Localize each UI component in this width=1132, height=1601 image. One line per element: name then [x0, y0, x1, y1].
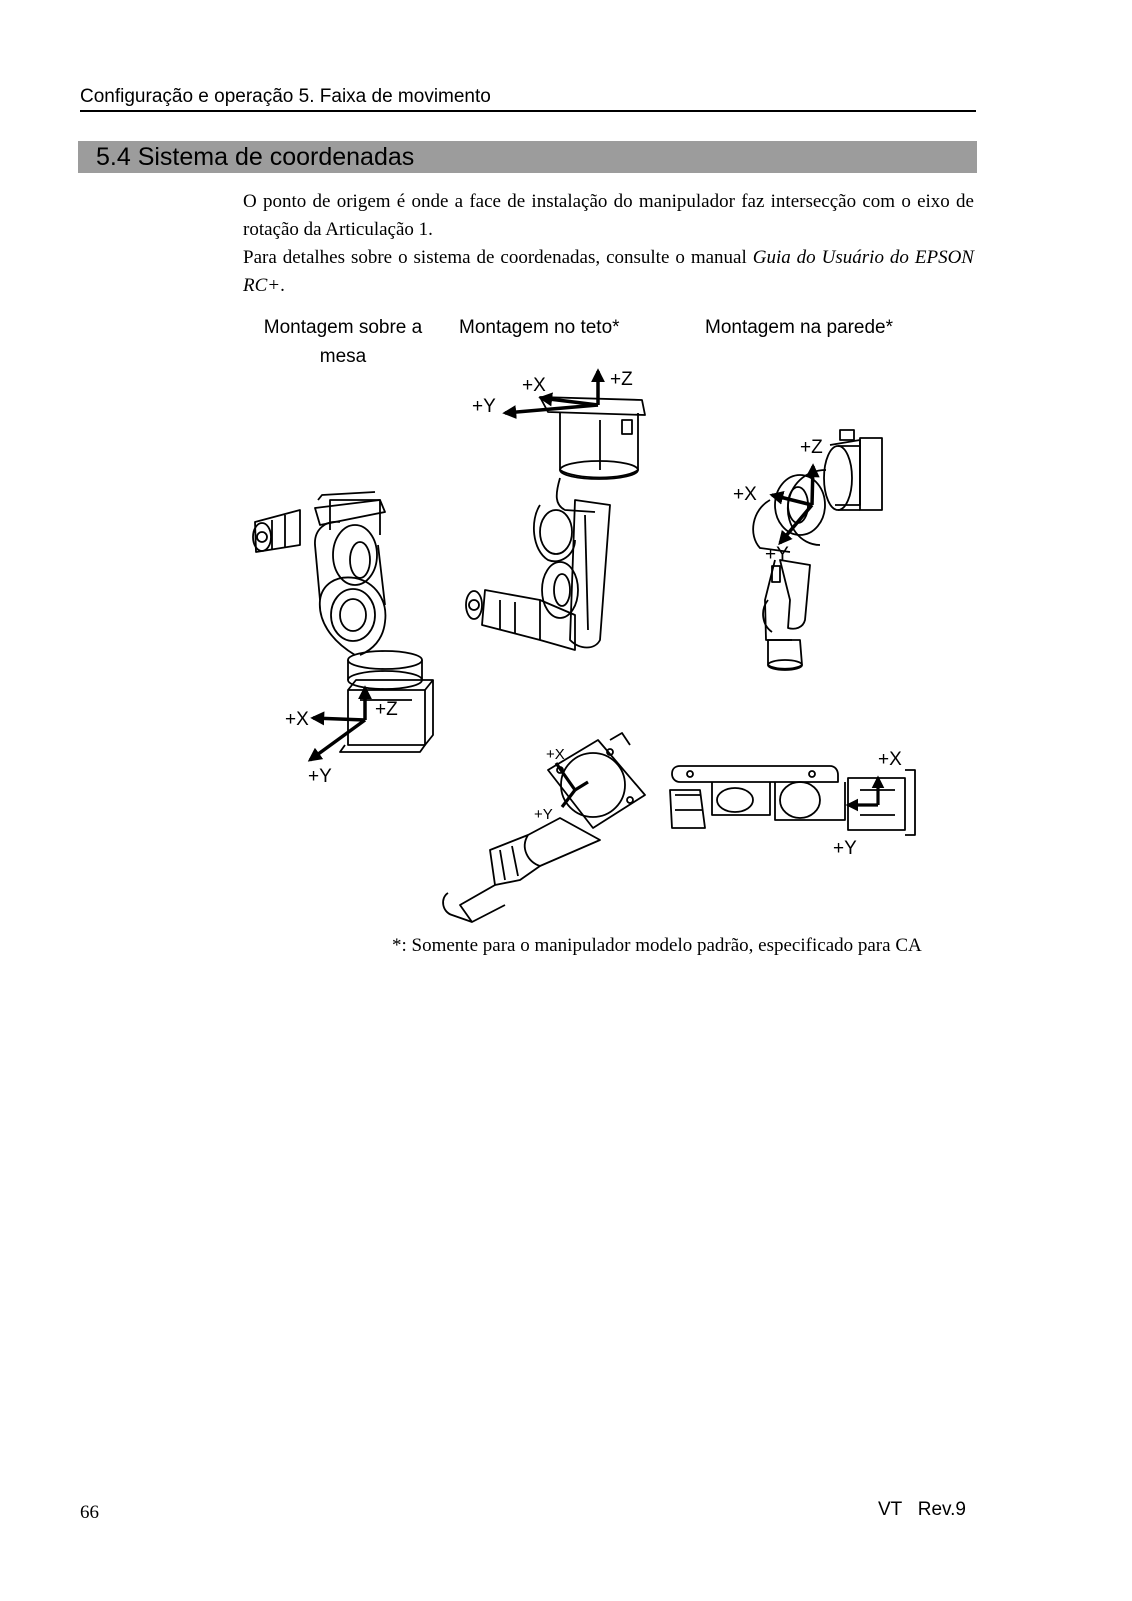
manual-title: Guia do Usuário do EPSON RC+ [243, 247, 974, 296]
wall-z-label: +Z [800, 437, 823, 458]
wall-top-view-axes [848, 778, 878, 805]
ceiling-mount-axes [505, 371, 598, 413]
ceiling-top-view-drawing [443, 733, 645, 922]
section-title: 5.4 Sistema de coordenadas [96, 143, 415, 171]
document-revision: VT Rev.9 [878, 1499, 966, 1520]
paragraph-origin: O ponto de origem é onde a face de instalação do manipulador faz intersecção com o eixo de rotação da Articulação 1. [243, 191, 974, 240]
table-mount-axes [310, 688, 365, 760]
table-y-arrow [310, 720, 365, 760]
table-x-label: +X [285, 709, 309, 730]
table-mount-robot-drawing [253, 492, 433, 752]
ceiling-x-label: +X [522, 375, 546, 396]
wall-top-y-label: +Y [833, 838, 857, 859]
ceiling-top-x-label: +X [546, 746, 565, 763]
wall-x-label: +X [733, 484, 757, 505]
ceiling-z-label: +Z [610, 369, 633, 390]
table-y-label: +Y [308, 766, 332, 787]
footnote: *: Somente para o manipulador modelo padrão, especificado para CA [392, 935, 922, 956]
ceiling-top-y-label: +Y [534, 806, 553, 823]
wall-y-label: +Y [765, 544, 789, 565]
caption-ceiling-mount: Montagem no teto* [459, 317, 620, 338]
wall-top-x-label: +X [878, 749, 902, 770]
ceiling-mount-robot-drawing [466, 397, 645, 650]
page-number: 66 [80, 1502, 99, 1523]
wall-z-arrow [812, 466, 813, 505]
paragraph-reference-prefix: Para detalhes sobre o sistema de coordenadas, consulte o manual [243, 247, 753, 268]
ceiling-top-link [575, 782, 588, 790]
ceiling-y-label: +Y [472, 396, 496, 417]
paragraph-reference-suffix: . [280, 275, 285, 296]
table-z-label: +Z [375, 699, 398, 720]
caption-wall-mount: Montagem na parede* [705, 317, 894, 338]
wall-mount-axes [772, 466, 813, 543]
wall-y-arrow [780, 505, 812, 543]
caption-table-mount: Montagem sobre a mesa [263, 317, 423, 367]
running-header: Configuração e operação 5. Faixa de movimento [80, 86, 491, 107]
table-x-arrow [313, 718, 365, 720]
